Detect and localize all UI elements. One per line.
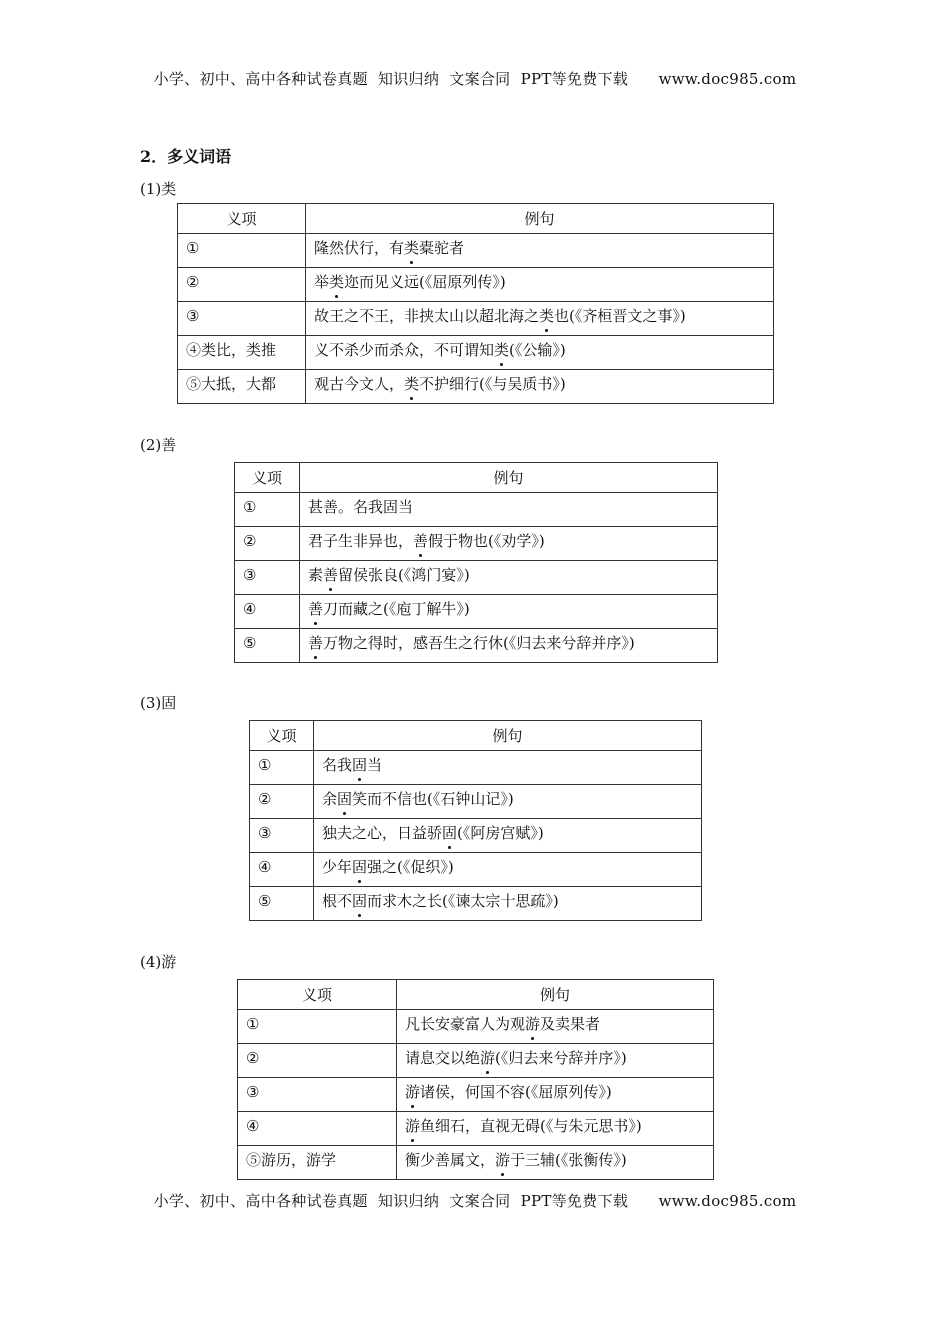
meaning-cell: [238, 1112, 397, 1146]
example-cell: [300, 561, 718, 595]
col-meaning-header: 义项: [178, 204, 306, 234]
example-text-after: 笑而不信也(《石钟山记》): [352, 790, 514, 808]
meaning-cell: [238, 1078, 397, 1112]
example-sentence: [322, 824, 544, 842]
example-sentence: [314, 341, 566, 359]
emphasized-keyword: 善: [308, 600, 324, 618]
col-meaning-header: 义项: [238, 980, 397, 1010]
example-text-before: 举: [314, 273, 330, 291]
example-sentence: [322, 790, 514, 808]
meaning-cell: [235, 595, 300, 629]
example-sentence: [405, 1151, 627, 1169]
example-text-before: 素: [308, 566, 324, 584]
emphasized-keyword: 游: [480, 1049, 496, 1067]
meaning-table-shan: [234, 462, 718, 663]
meaning-text: ③: [258, 823, 272, 842]
table-label: (2)善: [140, 436, 177, 454]
example-text-after: 橐驼者: [419, 239, 465, 257]
meaning-cell: [238, 1010, 397, 1044]
example-text-after: (《归去来兮辞并序》): [495, 1049, 627, 1067]
example-sentence: [322, 892, 559, 910]
table-row: [178, 268, 774, 302]
example-text-after: 诸侯，何国不容(《屈原列传》): [420, 1083, 612, 1101]
table-row: [250, 887, 702, 921]
meaning-text: ⑤大抵，大都: [186, 375, 277, 393]
example-text-before: 君子生非异也，: [308, 532, 414, 550]
table-row: [235, 629, 718, 663]
example-cell: [300, 595, 718, 629]
table-row: [250, 751, 702, 785]
table-row: [250, 785, 702, 819]
emphasized-keyword: 类: [494, 341, 510, 359]
emphasized-keyword: 类: [539, 307, 555, 325]
example-sentence: [308, 532, 545, 550]
emphasized-keyword: 类: [329, 273, 345, 291]
example-text-after: 强之(《促织》): [367, 858, 454, 876]
example-text-after: 假于物也(《劝学》): [428, 532, 545, 550]
col-meaning-header: 义项: [235, 463, 300, 493]
meaning-text: ⑤: [258, 891, 272, 910]
table-row: [178, 302, 774, 336]
example-cell: [397, 1044, 714, 1078]
emphasized-keyword: 固: [337, 790, 353, 808]
example-text-before: 义不杀少而杀众，不可谓知: [314, 341, 495, 359]
col-example-header: 例句: [300, 463, 718, 493]
example-cell: [314, 819, 702, 853]
meaning-cell: [178, 336, 306, 370]
meaning-cell: [238, 1044, 397, 1078]
meaning-cell: [250, 785, 314, 819]
table-label: (4)游: [140, 953, 177, 971]
example-text-before: 观古今文人，: [314, 375, 405, 393]
example-sentence: [308, 634, 635, 652]
example-text-after: 也(《齐桓晋文之事》): [554, 307, 686, 325]
table-row: [178, 336, 774, 370]
table-row: [238, 1146, 714, 1180]
example-sentence: [308, 600, 470, 618]
meaning-text: ④类比，类推: [186, 341, 277, 359]
emphasized-keyword: 游: [495, 1151, 511, 1169]
example-sentence: [308, 498, 413, 516]
example-cell: [397, 1146, 714, 1180]
table-header-row: [250, 721, 702, 751]
example-text-after: 不护细行(《与吴质书》): [419, 375, 566, 393]
example-cell: [306, 234, 774, 268]
example-sentence: [308, 566, 470, 584]
example-text-before: 根不: [322, 892, 353, 910]
table-row: [238, 1078, 714, 1112]
meaning-text: ⑤游历，游学: [246, 1151, 337, 1169]
meaning-cell: [178, 302, 306, 336]
emphasized-keyword: 固: [352, 756, 368, 774]
example-sentence: [314, 307, 686, 325]
example-sentence: [405, 1015, 600, 1033]
table-label: (1)类: [140, 180, 177, 198]
meaning-text: ②: [186, 272, 200, 291]
table-header-row: [235, 463, 718, 493]
example-sentence: [314, 375, 566, 393]
meaning-text: ①: [186, 238, 200, 257]
emphasized-keyword: 善: [308, 634, 324, 652]
meaning-text: ③: [246, 1082, 260, 1101]
example-text-after: 于三辅(《张衡传》): [510, 1151, 627, 1169]
table-row: [178, 234, 774, 268]
table-row: [235, 527, 718, 561]
table-row: [250, 819, 702, 853]
meaning-text: ②: [246, 1048, 260, 1067]
meaning-cell: [238, 1146, 397, 1180]
example-cell: [300, 493, 718, 527]
footer-banner: 小学、初中、高中各种试卷真题 知识归纳 文案合同 PPT等免费下载 www.doc985.com: [153, 1192, 797, 1210]
example-text-after: 迩而见义远(《屈原列传》): [344, 273, 506, 291]
example-cell: [314, 887, 702, 921]
meaning-cell: [235, 493, 300, 527]
col-example-header: 例句: [306, 204, 774, 234]
example-text-before: 余: [322, 790, 338, 808]
example-cell: [397, 1112, 714, 1146]
example-sentence: [405, 1117, 642, 1135]
meaning-text: ④: [246, 1116, 260, 1135]
example-cell: [314, 785, 702, 819]
example-cell: [300, 629, 718, 663]
example-text-after: 刀而藏之(《庖丁解牛》): [323, 600, 470, 618]
meaning-cell: [250, 853, 314, 887]
example-text-before: 故王之不王，非挟太山以超北海之: [314, 307, 540, 325]
meaning-text: ③: [243, 565, 257, 584]
emphasized-keyword: 游: [405, 1117, 421, 1135]
example-text-after: 万物之得时，感吾生之行休(《归去来兮辞并序》): [323, 634, 635, 652]
meaning-text: ④: [243, 599, 257, 618]
meaning-cell: [250, 819, 314, 853]
example-cell: [314, 751, 702, 785]
meaning-cell: [235, 527, 300, 561]
meaning-cell: [178, 370, 306, 404]
emphasized-keyword: 固: [352, 892, 368, 910]
emphasized-keyword: 善: [413, 532, 429, 550]
table-row: [238, 1112, 714, 1146]
emphasized-keyword: 固: [442, 824, 458, 842]
example-text-after: (《公输》): [509, 341, 566, 359]
col-example-header: 例句: [397, 980, 714, 1010]
example-cell: [397, 1010, 714, 1044]
meaning-cell: [250, 887, 314, 921]
header-banner: 小学、初中、高中各种试卷真题 知识归纳 文案合同 PPT等免费下载 www.doc985.com: [153, 70, 797, 88]
table-row: [238, 1044, 714, 1078]
meaning-table-gu: [249, 720, 702, 921]
example-text-before: 隆然伏行，有: [314, 239, 405, 257]
example-text-before: 请息交以绝: [405, 1049, 481, 1067]
meaning-cell: [235, 629, 300, 663]
table-label: (3)固: [140, 694, 177, 712]
table-row: [235, 561, 718, 595]
example-text-before: 名我: [322, 756, 353, 774]
example-sentence: [405, 1083, 612, 1101]
example-sentence: [322, 756, 382, 774]
meaning-table-lei: [177, 203, 774, 404]
example-cell: [306, 268, 774, 302]
meaning-text: ⑤: [243, 633, 257, 652]
example-text-before: 甚善。名我固当: [308, 498, 414, 516]
example-sentence: [314, 273, 506, 291]
example-text-before: 少年: [322, 858, 353, 876]
emphasized-keyword: 类: [404, 239, 420, 257]
example-sentence: [314, 239, 464, 257]
emphasized-keyword: 游: [525, 1015, 541, 1033]
meaning-cell: [178, 234, 306, 268]
emphasized-keyword: 固: [352, 858, 368, 876]
emphasized-keyword: 游: [405, 1083, 421, 1101]
col-meaning-header: 义项: [250, 721, 314, 751]
meaning-text: ②: [258, 789, 272, 808]
example-cell: [306, 302, 774, 336]
table-row: [235, 595, 718, 629]
meaning-text: ③: [186, 306, 200, 325]
emphasized-keyword: 善: [323, 566, 339, 584]
example-sentence: [405, 1049, 627, 1067]
table-row: [235, 493, 718, 527]
meaning-table-you: [237, 979, 714, 1180]
example-text-before: 凡长安豪富人为观: [405, 1015, 526, 1033]
table-row: [178, 370, 774, 404]
table-header-row: [178, 204, 774, 234]
example-text-before: 衡少善属文，: [405, 1151, 496, 1169]
section-title: 2．多义词语: [140, 147, 232, 166]
example-cell: [314, 853, 702, 887]
meaning-text: ①: [243, 497, 257, 516]
emphasized-keyword: 类: [404, 375, 420, 393]
meaning-text: ①: [246, 1014, 260, 1033]
example-text-after: 鱼细石，直视无碍(《与朱元思书》): [420, 1117, 642, 1135]
example-cell: [300, 527, 718, 561]
meaning-text: ④: [258, 857, 272, 876]
meaning-text: ②: [243, 531, 257, 550]
col-example-header: 例句: [314, 721, 702, 751]
example-text-after: (《阿房宫赋》): [457, 824, 544, 842]
example-cell: [306, 336, 774, 370]
example-cell: [306, 370, 774, 404]
example-text-after: 当: [367, 756, 383, 774]
table-header-row: [238, 980, 714, 1010]
meaning-text: ①: [258, 755, 272, 774]
meaning-cell: [178, 268, 306, 302]
example-text-after: 留侯张良(《鸿门宴》): [338, 566, 470, 584]
meaning-cell: [250, 751, 314, 785]
table-row: [238, 1010, 714, 1044]
example-cell: [397, 1078, 714, 1112]
example-text-after: 而求木之长(《谏太宗十思疏》): [367, 892, 559, 910]
meaning-cell: [235, 561, 300, 595]
table-row: [250, 853, 702, 887]
example-text-after: 及卖果者: [540, 1015, 601, 1033]
example-sentence: [322, 858, 454, 876]
example-text-before: 独夫之心，日益骄: [322, 824, 443, 842]
